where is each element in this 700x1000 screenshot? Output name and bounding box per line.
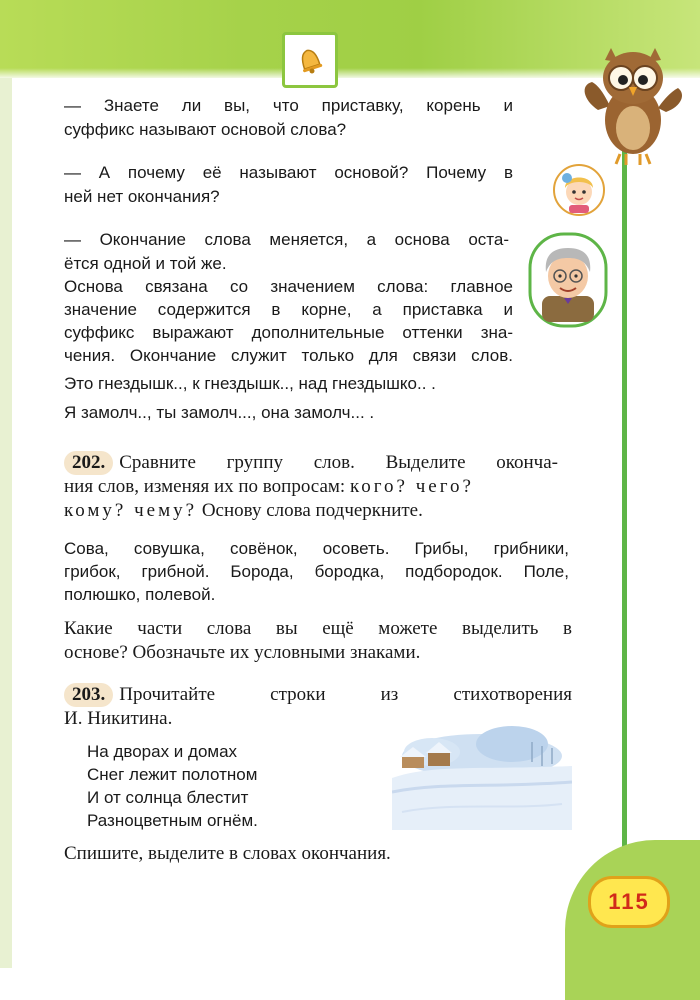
ex202-task-text: ния слов, изменяя их по вопросам:	[64, 476, 350, 497]
ex202-words-line: полюшко, полевой.	[64, 585, 216, 604]
ex202-task-line3	[64, 499, 423, 523]
page-number: 115	[588, 876, 670, 928]
left-margin-band	[0, 78, 12, 968]
dialogue-q2-line2: ней нет окончания?	[64, 187, 220, 206]
bell-icon	[282, 32, 338, 88]
poem-line: Разноцветным огнём.	[87, 811, 258, 830]
dialogue-a1-line2: ётся одной и той же.	[64, 254, 227, 273]
ex202-task-line1	[64, 451, 558, 475]
ex202-task-text: Основу слова подчеркните.	[197, 500, 423, 521]
ex202-questions: кого? чего?	[349, 476, 474, 497]
ex202-words-line: грибок, грибной. Борода, бородка, подбородок. Поле,	[64, 562, 569, 581]
explanation-line: значение содержится в корне, а приставка и	[64, 300, 513, 319]
girl-illustration	[553, 160, 605, 220]
explanation-line: чения. Окончание служит только для связи слов.	[64, 346, 513, 365]
ex203-final-task: Спишите, выделите в словах окончания.	[64, 843, 391, 864]
exercise-number-202: 202.	[64, 451, 113, 475]
ex203-task-text: Прочитайте строки из стихотворения	[119, 684, 572, 705]
explanation-line: суффикс выражают дополнительные оттенки зна-	[64, 323, 513, 342]
margin-line	[622, 140, 627, 960]
owl-illustration	[578, 40, 688, 170]
example-line-2: Я замолч.., ты замолч..., она замолч... .	[64, 403, 375, 422]
poem-line: Снег лежит полотном	[87, 765, 258, 784]
dialogue-a1-line1: — Окончание слова меняется, а основа оста-	[64, 230, 509, 249]
dialogue-q1-line2: суффикс называют основой слова?	[64, 120, 347, 139]
dialogue-q2-line1: — А почему её называют основой? Почему в	[64, 163, 513, 182]
ex202-task-text: Сравните группу слов. Выделите оконча-	[119, 452, 558, 473]
explanation-line: Основа связана со значением слова: главное	[64, 277, 513, 296]
ex202-words-line: Сова, совушка, совёнок, осоветь. Грибы, грибники,	[64, 539, 569, 558]
ex203-task-line2: И. Никитина.	[64, 708, 173, 729]
ex202-questions: кому? чему?	[64, 500, 198, 521]
poem-line: И от солнца блестит	[87, 788, 249, 807]
ex202-task-line2	[64, 475, 474, 499]
ex202-question-line1: Какие части слова вы ещё можете выделить в	[64, 618, 572, 639]
winter-village-illustration	[392, 722, 572, 830]
ex202-question-line2: основе? Обозначьте их условными знаками.	[64, 642, 421, 663]
grandpa-illustration	[528, 232, 608, 328]
ex203-task-line1	[64, 683, 572, 707]
dialogue-q1-line1: — Знаете ли вы, что приставку, корень и	[64, 96, 513, 115]
example-line-1: Это гнездышк.., к гнездышк.., над гнездышко.. .	[64, 374, 436, 393]
exercise-number-203: 203.	[64, 683, 113, 707]
poem-line: На дворах и домах	[87, 742, 238, 761]
